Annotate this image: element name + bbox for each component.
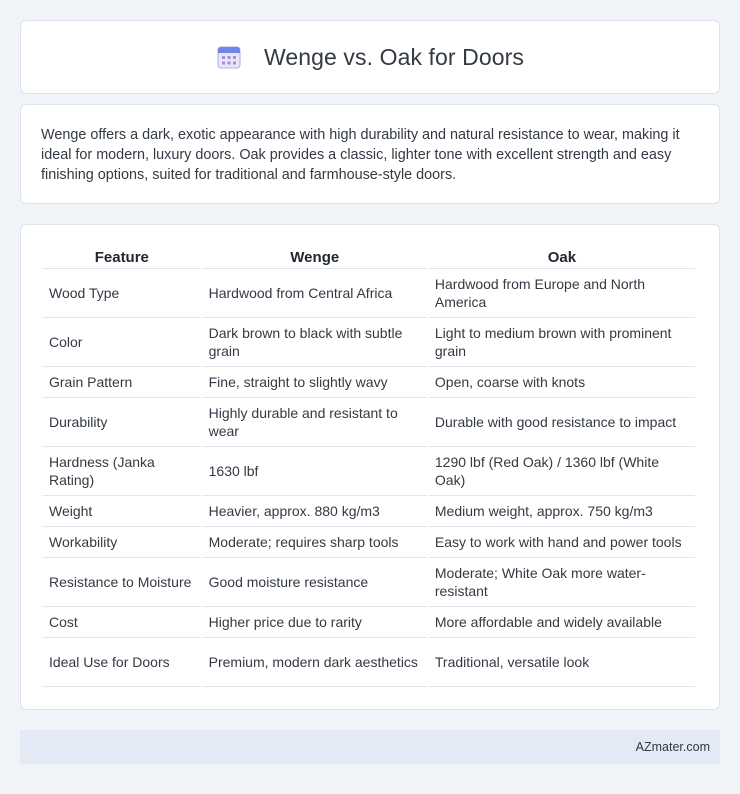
page-title: Wenge vs. Oak for Doors — [263, 43, 525, 70]
wenge-cell: Higher price due to rarity — [203, 607, 427, 638]
oak-cell: Open, coarse with knots — [429, 367, 695, 398]
feature-cell: Weight — [43, 496, 201, 527]
intro-paragraph: Wenge offers a dark, exotic appearance with high durability and natural resistance to wear, making it ideal for modern, luxury doors. Oak provides a classic, lighter tone with excellent strength and easy finishing options, suited for traditional and farmhouse-style doors. — [41, 127, 680, 183]
oak-cell: More affordable and widely available — [429, 607, 695, 638]
footer-site-link[interactable]: AZmater.com — [635, 740, 710, 754]
feature-cell: Cost — [43, 607, 201, 638]
feature-cell: Workability — [43, 527, 201, 558]
table-row — [43, 607, 695, 638]
feature-cell: Wood Type — [43, 269, 201, 318]
feature-cell: Durability — [43, 398, 201, 447]
feature-cell: Color — [43, 318, 201, 367]
comparison-table — [41, 245, 697, 687]
header-oak: Oak — [429, 245, 695, 269]
oak-cell: Easy to work with hand and power tools — [429, 527, 695, 558]
table-row — [43, 527, 695, 558]
wenge-cell: Fine, straight to slightly wavy — [203, 367, 427, 398]
title-card — [20, 20, 720, 94]
wenge-cell: Moderate; requires sharp tools — [203, 527, 427, 558]
oak-cell: Moderate; White Oak more water-resistant — [429, 558, 695, 607]
oak-cell: Light to medium brown with prominent grain — [429, 318, 695, 367]
table-row — [43, 367, 695, 398]
table-header-row — [43, 245, 695, 269]
wenge-cell: Good moisture resistance — [203, 558, 427, 607]
oak-cell: 1290 lbf (Red Oak) / 1360 lbf (White Oak) — [429, 447, 695, 496]
feature-cell: Resistance to Moisture — [43, 558, 201, 607]
header-feature: Feature — [43, 245, 201, 269]
wenge-cell: Dark brown to black with subtle grain — [203, 318, 427, 367]
footer — [20, 730, 720, 764]
oak-cell: Hardwood from Europe and North America — [429, 269, 695, 318]
feature-cell: Ideal Use for Doors — [43, 638, 201, 687]
comparison-card — [20, 224, 720, 710]
oak-cell: Medium weight, approx. 750 kg/m3 — [429, 496, 695, 527]
table-row — [43, 318, 695, 367]
oak-cell: Traditional, versatile look — [429, 638, 695, 687]
table-row — [43, 398, 695, 447]
calendar-icon — [216, 44, 242, 70]
wenge-cell: Heavier, approx. 880 kg/m3 — [203, 496, 427, 527]
wenge-cell: Premium, modern dark aesthetics — [203, 638, 427, 687]
table-row — [43, 447, 695, 496]
table-row — [43, 496, 695, 527]
wenge-cell: Highly durable and resistant to wear — [203, 398, 427, 447]
intro-card — [20, 104, 720, 204]
wenge-cell: 1630 lbf — [203, 447, 427, 496]
feature-cell: Grain Pattern — [43, 367, 201, 398]
table-row — [43, 269, 695, 318]
table-row — [43, 638, 695, 687]
oak-cell: Durable with good resistance to impact — [429, 398, 695, 447]
feature-cell: Hardness (Janka Rating) — [43, 447, 201, 496]
wenge-cell: Hardwood from Central Africa — [203, 269, 427, 318]
table-row — [43, 558, 695, 607]
header-wenge: Wenge — [203, 245, 427, 269]
